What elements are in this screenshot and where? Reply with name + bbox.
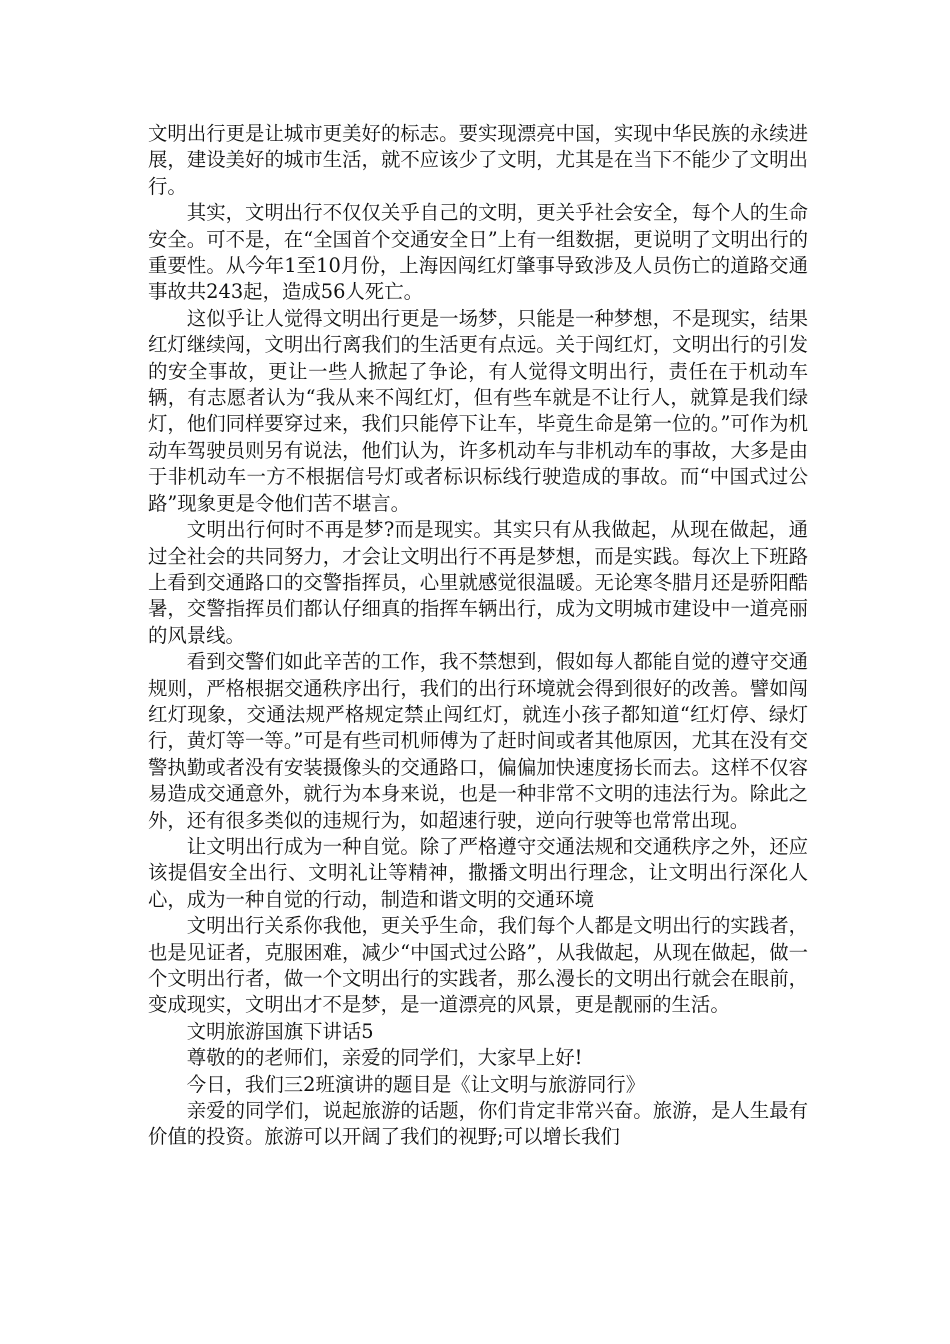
paragraph-11: 亲爱的同学们，说起旅游的话题，你们肯定非常兴奋。旅游，是人生最有价值的投资。旅游可以开阔了我们的视野;可以增长我们 [148, 1099, 808, 1149]
document-page [148, 121, 808, 1151]
paragraph-1: 文明出行更是让城市更美好的标志。要实现漂亮中国，实现中华民族的永续进展，建设美好的城市生活，就不应该少了文明，尤其是在当下不能少了文明出行。 [148, 122, 808, 198]
paragraph-2: 其实，文明出行不仅仅关乎自己的文明，更关乎社会安全，每个人的生命安全。可不是，在“全国首个交通安全日”上有一组数据，更说明了文明出行的重要性。从今年1至10月份，上海因闯红灯肇事导致涉及人员伤亡的道路交通事故共243起，造成56人死亡。 [148, 201, 808, 304]
paragraph-3: 这似乎让人觉得文明出行更是一场梦，只能是一种梦想，不是现实，结果红灯继续闯，文明出行离我们的生活更有点远。关于闯红灯，文明出行的引发的安全事故，更让一些人掀起了争论，有人觉得文明出行，责任在于机动车辆，有志愿者认为“我从来不闯红灯，但有些车就是不让行人，就算是我们绿灯，他们同样要穿过来，我们只能停下让车，毕竟生命是第一位的。”可作为机动车驾驶员则另有说法，他们认为，许多机动车与非机动车的事故，大多是由于非机动车一方不根据信号灯或者标识标线行驶造成的事故。而“中国式过公路”现象更是令他们苦不堪言。 [148, 306, 808, 515]
section-heading: 文明旅游国旗下讲话5 [186, 1019, 374, 1043]
paragraph-5: 看到交警们如此辛苦的工作，我不禁想到，假如每人都能自觉的遵守交通规则，严格根据交通秩序出行，我们的出行环境就会得到很好的改善。譬如闯红灯现象，交通法规严格规定禁止闯红灯，就连小孩子都知道“红灯停、绿灯行，黄灯等一等。”可是有些司机师傅为了赶时间或者其他原因，尤其在没有交警执勤或者没有安装摄像头的交通路口，偏偏加快速度扬长而去。这样不仅容易造成交通意外，就行为本身来说，也是一种非常不文明的违法行为。除此之外，还有很多类似的违规行为，如超速行驶，逆向行驶等也常常出现。 [148, 650, 808, 832]
greeting-line: 尊敬的的老师们，亲爱的同学们，大家早上好! [186, 1046, 583, 1070]
paragraph-7: 文明出行关系你我他，更关乎生命，我们每个人都是文明出行的实践者，也是见证者，克服困难，减少“中国式过公路”，从我做起，从现在做起，做一个文明出行者，做一个文明出行的实践者，那么漫长的文明出行就会在眼前，变成现实，文明出才不是梦，是一道漂亮的风景，更是靓丽的生活。 [148, 914, 808, 1017]
paragraph-6: 让文明出行成为一种自觉。除了严格遵守交通法规和交通秩序之外，还应该提倡安全出行、文明礼让等精神，撒播文明出行理念，让文明出行深化人心，成为一种自觉的行动，制造和谐文明的交通环境 [148, 834, 808, 911]
speech-topic-line: 今日，我们三2班演讲的题目是《让文明与旅游同行》 [186, 1072, 646, 1096]
paragraph-4: 文明出行何时不再是梦?而是现实。其实只有从我做起，从现在做起，通过全社会的共同努力，才会让文明出行不再是梦想，而是实践。每次上下班路上看到交通路口的交警指挥员，心里就感觉很温暖。无论寒冬腊月还是骄阳酷暑，交警指挥员们都认仔细真的指挥车辆出行，成为文明城市建设中一道亮丽的风景线。 [148, 518, 808, 647]
